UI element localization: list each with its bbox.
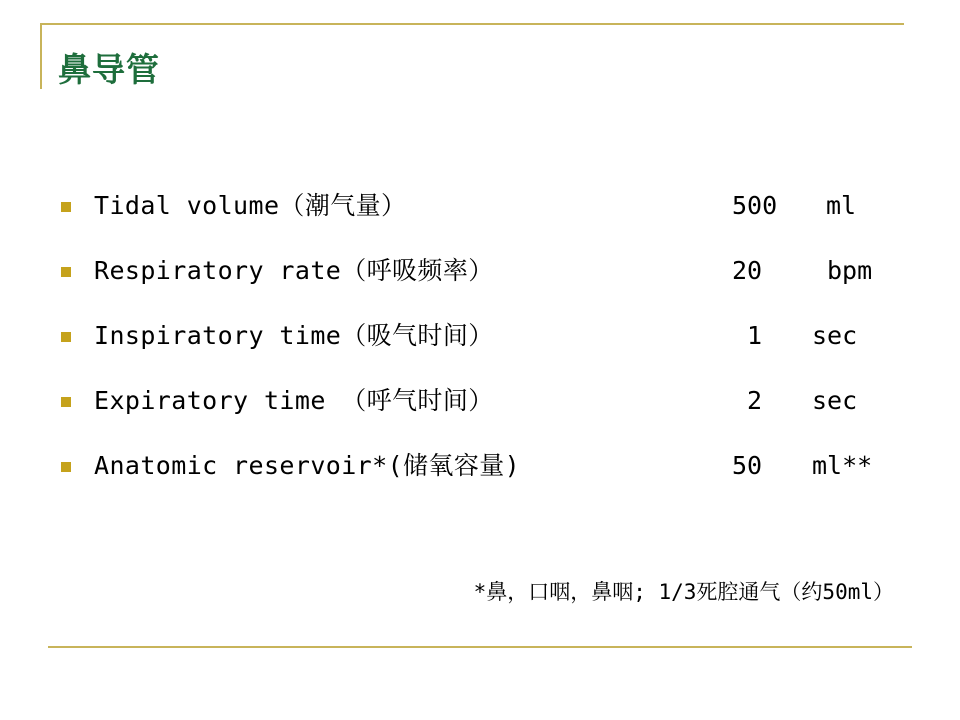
square-bullet-icon bbox=[61, 202, 71, 212]
square-bullet-icon bbox=[61, 332, 71, 342]
list-item bbox=[0, 383, 960, 419]
item-unit: bpm bbox=[827, 256, 873, 285]
item-unit: sec bbox=[812, 321, 858, 350]
item-unit: sec bbox=[812, 386, 858, 415]
bottom-rule bbox=[48, 646, 912, 648]
list-item bbox=[0, 448, 960, 484]
list-item bbox=[0, 253, 960, 289]
item-value: 50 bbox=[732, 451, 763, 480]
list-item bbox=[0, 188, 960, 224]
item-value: 500 bbox=[732, 191, 778, 220]
slide-title: 鼻导管 bbox=[58, 50, 160, 89]
item-unit: ml** bbox=[812, 451, 873, 480]
item-label: Expiratory time （呼气时间） bbox=[94, 386, 494, 415]
square-bullet-icon bbox=[61, 462, 71, 472]
item-value: 2 bbox=[747, 386, 763, 415]
item-label: Tidal volume（潮气量） bbox=[94, 191, 407, 220]
square-bullet-icon bbox=[61, 267, 71, 277]
item-label: Anatomic reservoir*(储氧容量) bbox=[94, 451, 521, 480]
item-label: Inspiratory time（吸气时间） bbox=[94, 321, 494, 350]
square-bullet-icon bbox=[61, 397, 71, 407]
top-rule bbox=[40, 23, 904, 25]
item-label: Respiratory rate（呼吸频率） bbox=[94, 256, 494, 285]
list-item bbox=[0, 318, 960, 354]
left-rule bbox=[40, 23, 42, 89]
item-value: 1 bbox=[747, 321, 763, 350]
footnote: *鼻，口咽，鼻咽; 1/3死腔通气（约50ml） bbox=[473, 580, 894, 604]
item-unit: ml bbox=[826, 191, 857, 220]
item-value: 20 bbox=[732, 256, 763, 285]
